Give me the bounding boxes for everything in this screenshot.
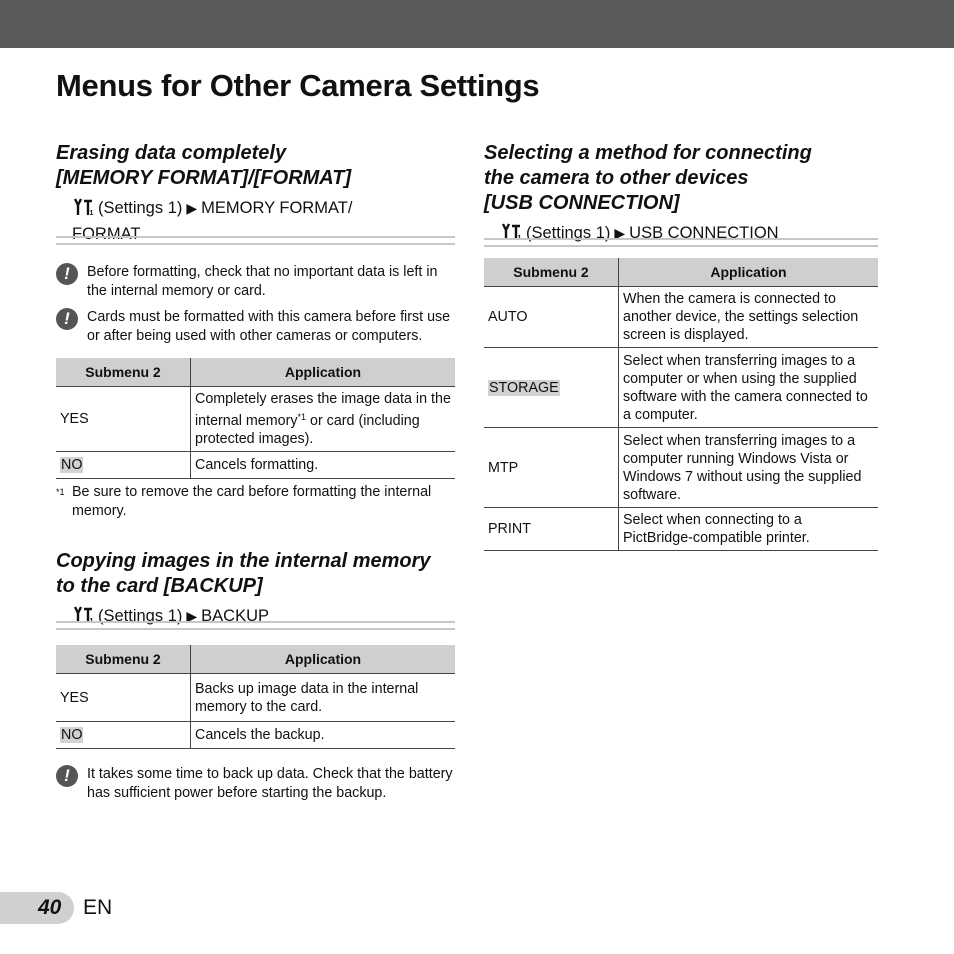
top-banner: [0, 0, 954, 48]
submenu-cell: NO: [56, 452, 191, 479]
table-header: Application: [191, 358, 456, 387]
usb-menu-path: 1 (Settings 1) ▶ USB CONNECTION: [484, 220, 878, 246]
submenu-cell: AUTO: [484, 287, 619, 348]
submenu-cell: MTP: [484, 428, 619, 508]
svg-text:1: 1: [89, 618, 94, 624]
table-header: Application: [191, 645, 456, 674]
table-row: [56, 452, 455, 479]
application-cell: When the camera is connected to another device, the settings selection screen is displayed.: [619, 287, 879, 348]
svg-text:1: 1: [89, 210, 94, 216]
submenu-cell: STORAGE: [484, 348, 619, 428]
submenu-cell: YES: [56, 387, 191, 452]
table-row: [484, 287, 878, 348]
language-label: EN: [83, 896, 113, 919]
format-table: [56, 358, 455, 479]
caution-icon: !: [56, 765, 78, 787]
table-header-row: [56, 358, 455, 387]
application-cell: Completely erases the image data in the internal memory$^{*1}$ or card (including protected images).: [191, 387, 456, 452]
svg-text:1: 1: [517, 235, 522, 241]
table-header: Submenu 2: [56, 358, 191, 387]
table-header-row: [484, 258, 878, 287]
format-section-title: Erasing data completely [MEMORY FORMAT]/[FORMAT]: [56, 142, 352, 189]
application-cell: Backs up image data in the internal memory to the card.: [191, 674, 456, 722]
caution-icon: !: [56, 308, 78, 330]
table-header: Submenu 2: [56, 645, 191, 674]
format-section: [56, 141, 455, 521]
path-divider: [56, 621, 455, 630]
path-divider: [484, 238, 878, 247]
right-column: [484, 141, 878, 551]
application-cell: Select when connecting to a PictBridge-compatible printer.: [619, 508, 879, 551]
table-row: [484, 428, 878, 508]
format-menu-path: 1 (Settings 1) ▶ MEMORY FORMAT/ FORMAT: [56, 195, 455, 247]
table-row: [484, 348, 878, 428]
backup-table: [56, 645, 455, 749]
caution-note: ! Cards must be formatted with this camera before first use or after being used with other cameras or computers.: [56, 308, 455, 346]
page-number: 40: [38, 896, 62, 919]
submenu-cell: PRINT: [484, 508, 619, 551]
play-arrow-icon: ▶: [186, 200, 198, 216]
play-arrow-icon: ▶: [614, 225, 626, 241]
caution-icon: !: [56, 263, 78, 285]
backup-section: [56, 549, 455, 803]
table-header-row: [56, 645, 455, 674]
application-cell: Select when transferring images to a computer running Windows Vista or Windows 7 without using the supplied software.: [619, 428, 879, 508]
backup-section-title: Copying images in the internal memory to the card [BACKUP]: [56, 550, 431, 597]
backup-menu-path: 1 (Settings 1) ▶ BACKUP: [56, 603, 455, 629]
path-divider: [56, 236, 455, 245]
table-row: [56, 387, 455, 452]
page-title: Menus for Other Camera Settings: [56, 68, 540, 103]
table-row: [56, 674, 455, 722]
page-number-tab: [0, 892, 74, 924]
settings-wrench-icon: [72, 198, 94, 216]
caution-note: ! Before formatting, check that no important data is left in the internal memory or card.: [56, 263, 455, 301]
application-cell: Cancels formatting.: [191, 452, 456, 479]
table-row: [56, 722, 455, 749]
table-row: [484, 508, 878, 551]
table-header: Application: [619, 258, 879, 287]
left-column: [56, 141, 455, 803]
submenu-cell: YES: [56, 674, 191, 722]
application-cell: Cancels the backup.: [191, 722, 456, 749]
application-cell: Select when transferring images to a computer or when using the supplied software with the camera connected to a computer.: [619, 348, 879, 428]
footnote: *1 Be sure to remove the card before formatting the internal memory.: [56, 484, 432, 519]
usb-section-title: Selecting a method for connecting the camera to other devices [USB CONNECTION]: [484, 142, 812, 214]
table-header: Submenu 2: [484, 258, 619, 287]
caution-note: ! It takes some time to back up data. Check that the battery has sufficient power before starting the backup.: [56, 765, 455, 803]
usb-section: [484, 141, 878, 551]
usb-table: [484, 258, 878, 551]
play-arrow-icon: ▶: [186, 608, 198, 624]
submenu-cell: NO: [56, 722, 191, 749]
